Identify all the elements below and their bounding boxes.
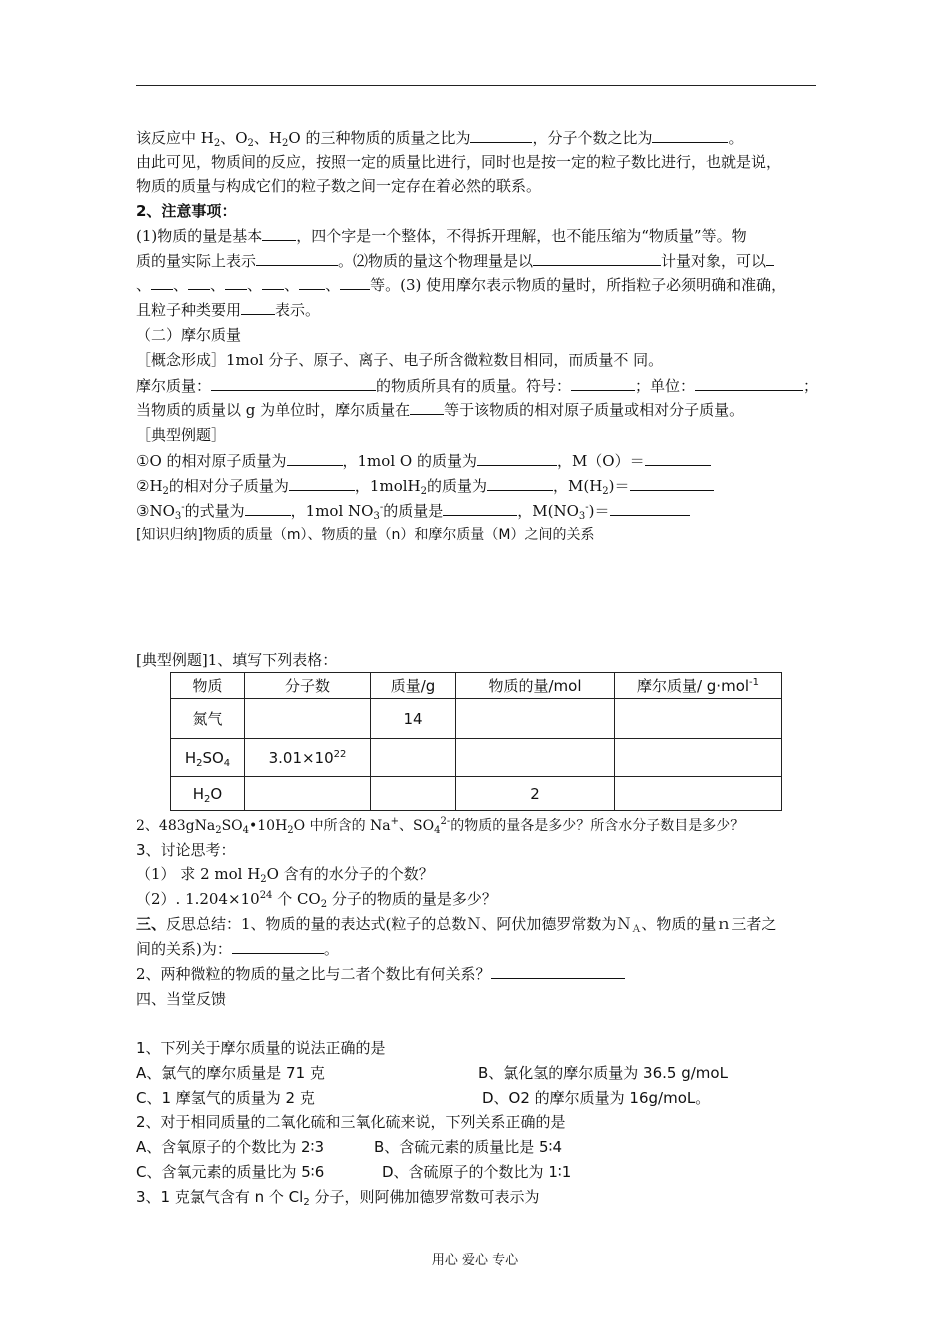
line-22: （2）. $1.204\times 10^{24}$ 个 $CO_2$ 分子的物质的量是多少？ xyxy=(136,890,497,910)
blank xyxy=(256,251,338,266)
blank xyxy=(299,275,325,290)
blank xyxy=(487,476,553,491)
cell-name: $H_2SO_4$ xyxy=(171,739,245,777)
line-5: (1)物质的量是基本 ，四个字是一个整体，不得拆开理解，也不能压缩为“物质量”等。物 xyxy=(136,227,747,245)
blank xyxy=(225,275,247,290)
header-molecules: 分子数 xyxy=(245,673,371,699)
line-6: 质的量实际上表示 。⑵物质的量这个物理量是以 计量对象，可以 xyxy=(136,251,774,271)
blank xyxy=(571,376,635,391)
line-18: [典型例题]1、填写下列表格： xyxy=(136,651,338,669)
line-1: 该反应中 $H_2$、$O_2$、$H_2O$ 的三种物质的质量之比为 ，分子个数之比为 。 xyxy=(136,129,744,149)
header-amount: 物质的量/mol xyxy=(456,673,615,699)
cell-name: 氮气 xyxy=(171,699,245,739)
blank xyxy=(211,376,376,391)
line-10: ［概念形成］1mol 分子、原子、离子、电子所含微粒数目相同，而质量不 同。 xyxy=(136,351,664,369)
blank xyxy=(262,275,284,290)
blank xyxy=(245,501,291,516)
cell-empty xyxy=(615,739,782,777)
line-31: A、含氧原子的个数比为 2∶3 B、含硫元素的质量比是 5∶4 xyxy=(136,1138,563,1156)
blank xyxy=(470,128,532,143)
line-29: C、1 摩氢气的质量为 2 克 D、O2 的摩尔质量为 16g/moL。 xyxy=(136,1089,711,1107)
data-table xyxy=(170,672,782,811)
line-25: 2、两种微粒的物质的量之比与二者个数比有何关系？ xyxy=(136,964,625,984)
line-24: 间的关系)为： 。 xyxy=(136,940,339,958)
line-32: C、含氧元素的质量比为 5∶6 D、含硫原子的个数比为 1∶1 xyxy=(136,1163,572,1181)
line-14: ①O 的相对原子质量为 ，1mol O 的质量为 ，M（O）＝ xyxy=(136,451,711,471)
blank xyxy=(533,251,661,266)
blank xyxy=(340,275,370,290)
cell-empty xyxy=(615,777,782,811)
blank xyxy=(232,939,324,954)
header-rule xyxy=(136,85,816,86)
header-mass: 质量/g xyxy=(371,673,456,699)
blank xyxy=(695,376,803,391)
section-heading: 2、注意事项： xyxy=(136,202,237,220)
blank xyxy=(151,275,173,290)
cell-empty xyxy=(371,777,456,811)
blank xyxy=(477,451,557,466)
line-28: A、氯气的摩尔质量是 71 克 B、氯化氢的摩尔质量为 36.5 g/moL xyxy=(136,1064,728,1082)
subsection-title: （二）摩尔质量 xyxy=(136,326,242,344)
blank xyxy=(630,476,714,491)
line-20: 3、讨论思考： xyxy=(136,841,236,859)
blank xyxy=(652,128,728,143)
line-3: 物质的质量与构成它们的粒子数之间一定存在着必然的联系。 xyxy=(136,177,542,195)
blank xyxy=(262,226,296,241)
line-27: 1、下列关于摩尔质量的说法正确的是 xyxy=(136,1039,386,1057)
blank xyxy=(289,476,355,491)
line-8: 且粒子种类要用 表示。 xyxy=(136,301,321,319)
page-footer: 用心 爱心 专心 xyxy=(431,1253,519,1268)
blank xyxy=(188,275,210,290)
header-molar-mass: 摩尔质量/ g·mol$^{-1}$ xyxy=(615,673,782,699)
line-11: 摩尔质量： 的物质所具有的质量。符号： ；单位： ； xyxy=(136,377,819,395)
blank xyxy=(491,964,625,979)
blank xyxy=(610,501,690,516)
line-12: 当物质的质量以 g 为单位时，摩尔质量在 等于该物质的相对原子质量或相对分子质量。 xyxy=(136,401,745,419)
blank xyxy=(241,300,275,315)
line-16: $③NO_3^-$的式量为 ，1mol $NO_3^-$的质量是 ，$M(NO_3^-)=$ xyxy=(136,501,690,521)
cell-empty xyxy=(615,699,782,739)
line-7: 、 、 、 、 、 、 等。(3) 使用摩尔表示物质的量时，所指粒子必须明确和准确， xyxy=(136,276,787,294)
line-23: 三、反思总结：1、物质的量的表达式(粒子的总数Ｎ、阿伏加德罗常数为Ｎ$_A$、物质的量ｎ三者之 xyxy=(136,915,777,935)
blank xyxy=(410,400,444,415)
line-15: $②H_2$的相对分子质量为 ，1molH$_2$的质量为 ，$M(H_2)=$ xyxy=(136,476,714,496)
blank xyxy=(645,451,711,466)
line-33: 3、1 克氯气含有 n 个 $Cl_2$ 分子，则阿佛加德罗常数可表示为 xyxy=(136,1188,540,1208)
cell-name: $H_2O$ xyxy=(171,777,245,811)
line-2: 由此可见，物质间的反应，按照一定的质量比进行，同时也是按一定的粒子数比进行，也就是说， xyxy=(136,153,782,171)
line-26: 四、当堂反馈 xyxy=(136,990,227,1008)
cell-empty xyxy=(456,739,615,777)
line-19: 2、$483gNa_2SO_4•10H_2O$ 中所含的 Na+、$SO_4^{2-}$的物质的量各是多少？所含水分子数目是多少？ xyxy=(136,816,745,836)
line-17: [知识归纳]物质的质量（m）、物质的量（n）和摩尔质量（M）之间的关系 xyxy=(136,527,595,543)
cell-empty xyxy=(456,699,615,739)
cell-empty xyxy=(245,699,371,739)
example-heading: ［典型例题］ xyxy=(136,426,227,444)
blank xyxy=(287,451,343,466)
blank xyxy=(443,501,517,516)
cell-empty xyxy=(371,739,456,777)
line-30: 2、对于相同质量的二氧化硫和三氧化硫来说，下列关系正确的是 xyxy=(136,1113,566,1131)
cell-amount: 2 xyxy=(456,777,615,811)
header-substance: 物质 xyxy=(171,673,245,699)
cell-mass: 14 xyxy=(371,699,456,739)
cell-molecules: $3.01\times 10^{22}$ xyxy=(245,739,371,777)
line-21: （1） 求 2 mol $H_2O$ 含有的水分子的个数？ xyxy=(136,865,434,885)
blank xyxy=(766,251,774,266)
cell-empty xyxy=(245,777,371,811)
